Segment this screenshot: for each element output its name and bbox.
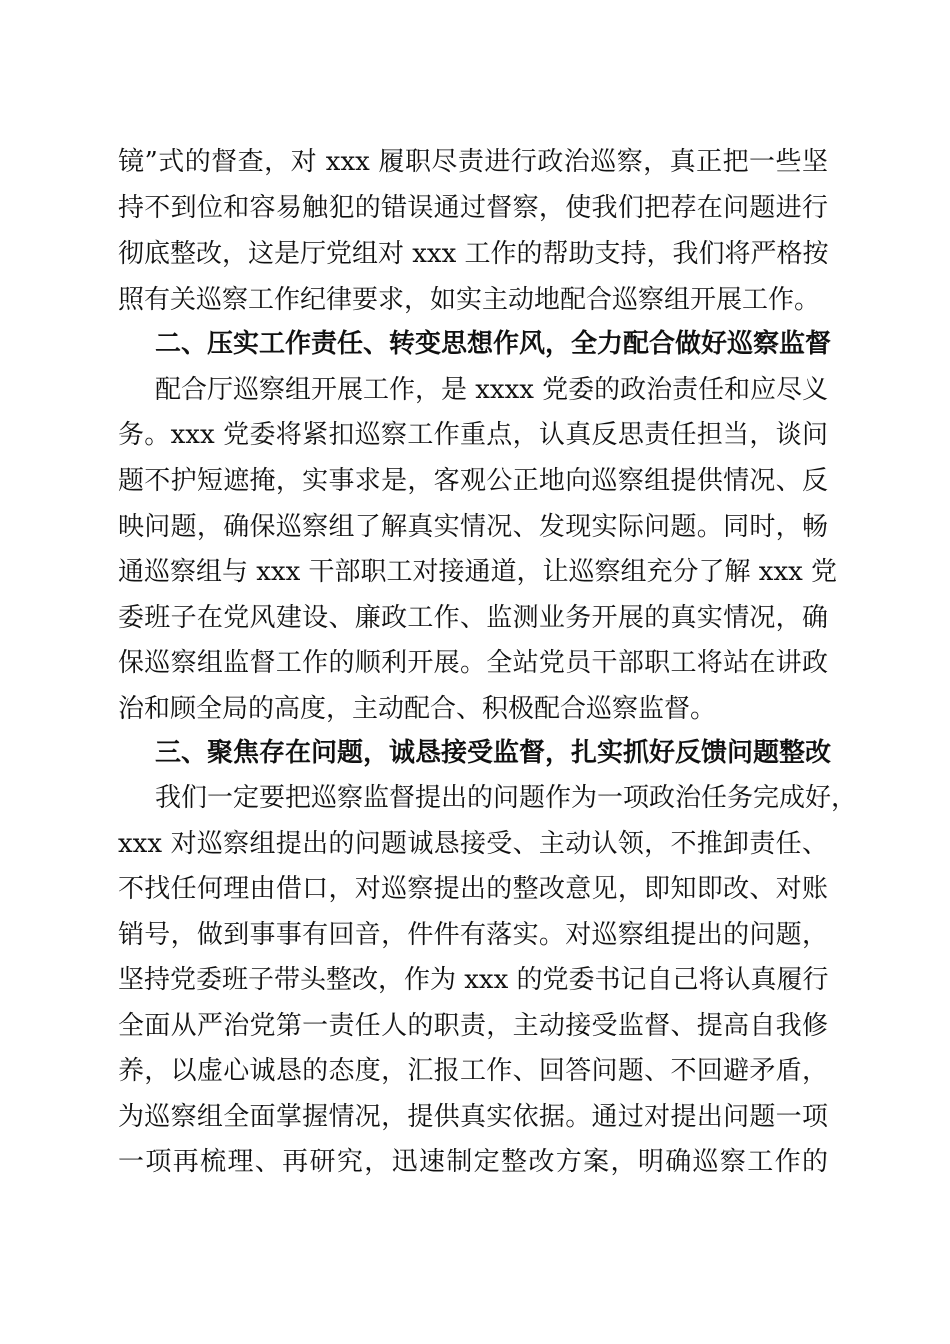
text-line: 为巡察组全面掌握情况，提供真实依据。通过对提出问题一项 [118,1102,828,1132]
text-line: 映问题，确保巡察组了解真实情况、发现实际问题。同时，畅 [118,512,828,542]
text-line: 治和顾全局的高度，主动配合、积极配合巡察监督。 [118,694,717,724]
text-line: 保巡察组监督工作的顺利开展。全站党员干部职工将站在讲政 [118,648,828,678]
text-line: 不找任何理由借口，对巡察提出的整改意见，即知即改、对账 [118,874,828,904]
text-line: 照有关巡察工作纪律要求，如实主动地配合巡察组开展工作。 [118,285,821,315]
text-line: 题不护短遮掩，实事求是，客观公正地向巡察组提供情况、反 [118,466,828,496]
text-line: 我们一定要把巡察监督提出的问题作为一项政治任务完成好， [155,783,858,813]
text-line: 持不到位和容易触犯的错误通过督察，使我们把荐在问题进行 [118,193,828,223]
text-line: 镜”式的督查，对 xxx 履职尽责进行政治巡察，真正把一些坚 [118,147,828,177]
text-line: 配合厅巡察组开展工作，是 xxxx 党委的政治责任和应尽义 [155,375,829,405]
text-line: 一项再梳理、再研究，迅速制定整改方案，明确巡察工作的 [118,1147,828,1177]
text-line: 全面从严治党第一责任人的职责，主动接受监督、提高自我修 [118,1011,828,1041]
text-line: 务。xxx 党委将紧扣巡察工作重点，认真反思责任担当，谈问 [118,420,828,450]
text-line: 坚持党委班子带头整改，作为 xxx 的党委书记自己将认真履行 [118,965,829,995]
text-line: 彻底整改，这是厅党组对 xxx 工作的帮助支持，我们将严格按 [118,239,829,269]
text-line: 销号，做到事事有回音，件件有落实。对巡察组提出的问题， [118,920,828,950]
section-heading-3: 三、聚焦存在问题，诚恳接受监督，扎实抓好反馈问题整改 [155,738,832,768]
text-line: 委班子在党风建设、廉政工作、监测业务开展的真实情况，确 [118,603,828,633]
text-line: xxx 对巡察组提出的问题诚恳接受、主动认领，不推卸责任、 [118,829,828,859]
section-heading-2: 二、压实工作责任、转变思想作风，全力配合做好巡察监督 [155,329,832,359]
text-line: 通巡察组与 xxx 干部职工对接通道，让巡察组充分了解 xxx 党 [118,557,838,587]
text-line: 养，以虚心诚恳的态度，汇报工作、回答问题、不回避矛盾， [118,1056,828,1086]
